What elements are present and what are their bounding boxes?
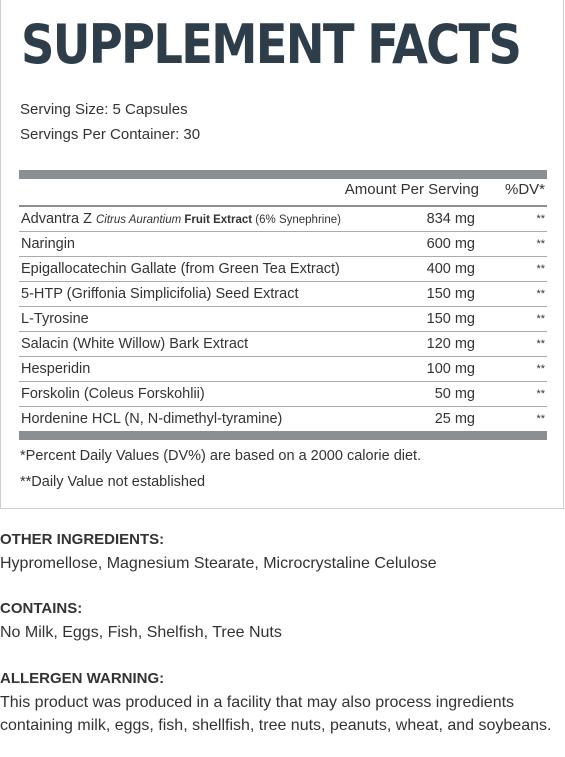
ingredient-name: Epigallocatechin Gallate (from Green Tea Extract) (21, 261, 340, 277)
table-row (19, 232, 547, 257)
allergen-warning-heading: ALLERGEN WARNING: (0, 670, 165, 687)
table-row (19, 257, 547, 282)
table-row (19, 357, 547, 382)
ingredient-dv: ** (536, 413, 545, 425)
ingredient-amount: 120 mg (426, 336, 475, 352)
table-row (19, 282, 547, 307)
ingredient-amount: 50 mg (434, 386, 475, 402)
ingredient-name: 5-HTP (Griffonia Simplicifolia) Seed Extract (21, 286, 299, 302)
servings-per-container: Servings Per Container: 30 (20, 126, 201, 143)
table-row (19, 307, 547, 332)
ingredient-dv: ** (536, 313, 545, 325)
ingredient-dv: ** (536, 388, 545, 400)
bottom-divider (19, 431, 547, 440)
ingredient-dv: ** (536, 288, 545, 300)
table-row (19, 407, 547, 431)
ingredient-name: Salacin (White Willow) Bark Extract (21, 336, 249, 352)
ingredient-amount: 834 mg (426, 211, 475, 227)
ingredient-amount: 400 mg (426, 261, 475, 277)
dv-footnote: *Percent Daily Values (DV%) are based on a 2000 calorie diet. (20, 448, 422, 464)
ingredient-name: Forskolin (Coleus Forskohlii) (21, 386, 205, 402)
allergen-warning-text: This product was produced in a facility that may also process ingredients containing milk, eggs, fish, shellfish, tree nuts, peanuts, wheat, and soybeans. (0, 694, 552, 734)
ingredient-amount: 100 mg (426, 361, 475, 377)
ingredient-name: Hordenine HCL (N, N-dimethyl-tyramine) (21, 411, 283, 427)
ingredient-dv: ** (536, 338, 545, 350)
other-ingredients-heading: OTHER INGREDIENTS: (0, 531, 165, 548)
ingredient-name: Advantra Z Citrus Aurantium Fruit Extract (6% Synephrine) (21, 211, 341, 227)
ingredient-amount: 600 mg (426, 236, 475, 252)
dv-not-established-footnote: **Daily Value not established (20, 474, 206, 490)
panel-title: SUPPLEMENT FACTS (21, 13, 521, 76)
table-header (19, 180, 547, 206)
table-row (19, 382, 547, 407)
table-row (19, 207, 547, 232)
ingredient-dv: ** (536, 238, 545, 250)
ingredient-name: L-Tyrosine (21, 311, 89, 327)
serving-size: Serving Size: 5 Capsules (20, 101, 188, 118)
other-ingredients-text: Hypromellose, Magnesium Stearate, Microcrystaline Celulose (0, 555, 437, 572)
top-divider (19, 170, 547, 179)
contains-heading: CONTAINS: (0, 600, 83, 617)
ingredient-amount: 25 mg (434, 411, 475, 427)
table-row (19, 332, 547, 357)
ingredient-dv: ** (536, 213, 545, 225)
ingredient-dv: ** (536, 263, 545, 275)
contains-text: No Milk, Eggs, Fish, Shelfish, Tree Nuts (0, 624, 282, 641)
ingredients-table (19, 207, 547, 431)
ingredient-name: Hesperidin (21, 361, 91, 377)
ingredient-dv: ** (536, 363, 545, 375)
ingredient-amount: 150 mg (426, 286, 475, 302)
ingredient-name: Naringin (21, 236, 75, 252)
dv-header: %DV* (504, 181, 545, 198)
amount-header: Amount Per Serving (344, 181, 479, 198)
ingredient-amount: 150 mg (426, 311, 475, 327)
